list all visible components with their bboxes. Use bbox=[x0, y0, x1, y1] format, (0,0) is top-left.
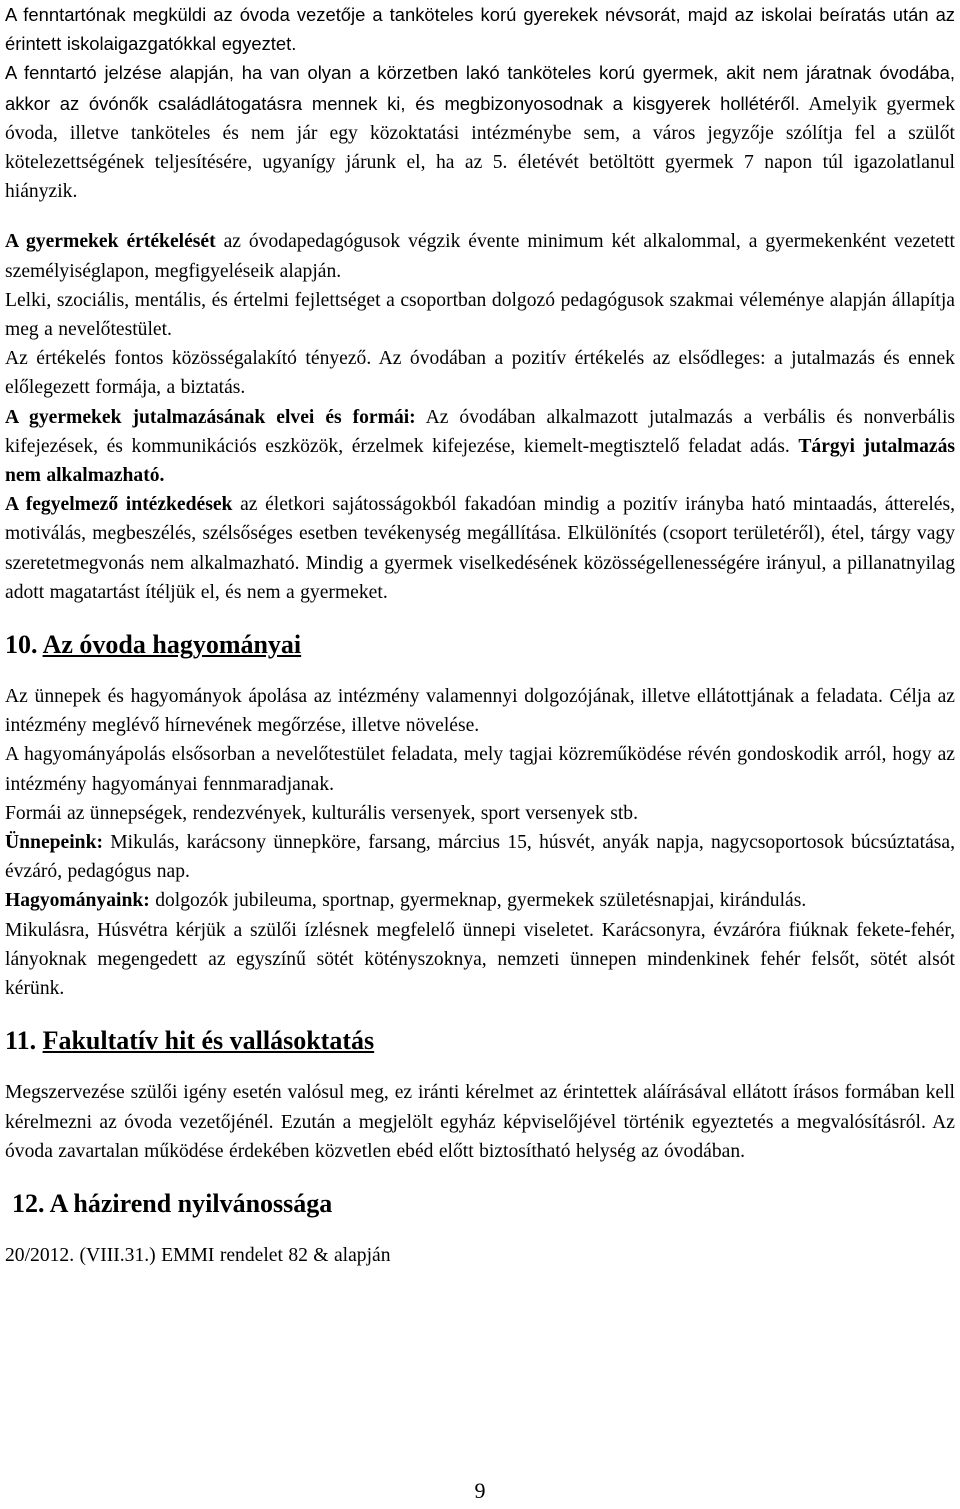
page-number: 9 bbox=[474, 1478, 486, 1503]
spacer bbox=[5, 1003, 955, 1024]
spacer bbox=[5, 206, 955, 227]
spacer bbox=[5, 1166, 955, 1187]
religion-paragraph: Megszervezése szülői igény esetén valósul meg, ez iránti kérelmet az érintettek aláírásával ellátott írásos formában kell kérelmezni az óvoda vezetőjénél. Ezután a megjelölt egyház képviselőjével történik egyeztetés a megvalósításról. Az óvoda zavartalan működése érdekében közvetlen ebéd előtt biztosítható helység az óvodában. bbox=[5, 1082, 955, 1162]
traditions-paragraph bbox=[5, 886, 955, 915]
forms-paragraph: Formái az ünnepségek, rendezvények, kulturális versenyek, sport versenyek stb. bbox=[5, 802, 638, 824]
development-paragraph: Lelki, szociális, mentális, és értelmi fejlettséget a csoportban dolgozó pedagógusok szakmai véleménye alapján állapítja meg a nevelőtestület. bbox=[5, 289, 955, 341]
intro-paragraph-2-text: A fenntartó jelzése alapján, ha van olyan a körzetben lakó tanköteles korú gyermek, akit nem járatnak óvodába, akkor az óvónők családlátogatásra mennek ki, és megbizonyosodnak a kisgyerek hollétéről. bbox=[5, 62, 955, 114]
dress-code-paragraph: Mikulásra, Húsvétra kérjük a szülői ízlésnek megfelelő ünnepi viseletet. Karácsonyra, évzáróra fiúknak fekete-fehér, lányoknak megengedett az egyszínű sötét kötényszoknya, nemzeti ünnepen mindenkinek fehér felsőt, sötét alsót kérünk. bbox=[5, 919, 955, 1000]
section-12-title: A házirend nyilvánossága bbox=[49, 1188, 333, 1218]
intro-paragraph-1: A fenntartónak megküldi az óvoda vezetője a tanköteles korú gyerekek névsorát, majd az iskolai beíratás után az érintett iskolaigazgatókkal egyeztet. bbox=[5, 4, 955, 55]
holidays-text: Mikulás, karácsony ünnepköre, farsang, március 15, húsvét, anyák napja, nagycsoportosok búcsúztatása, évzáró, pedagógus nap. bbox=[5, 832, 955, 883]
section-10-title: Az óvoda hagyományai bbox=[42, 630, 302, 660]
discipline-paragraph bbox=[5, 490, 955, 607]
intro-paragraph-2 bbox=[5, 58, 955, 206]
section-10-heading bbox=[5, 628, 955, 662]
evaluation-text: az óvodapedagógusok végzik évente minimum két alkalommal, a gyermekenként vezetett személyiséglapon, megfigyeléseik alapján. bbox=[5, 231, 955, 282]
intro-paragraph-2-continued: Amelyik gyermek óvoda, illetve tanköteles és nem jár egy közoktatási intézménybe sem, a város jegyzője szólítja fel a szülőt kötelezettségének teljesítésére, ugyanígy járunk el, ha az 5. életévét betöltött gyermek 7 napon túl igazolatlanul hiányzik. bbox=[5, 93, 956, 203]
tradition-keeping-paragraph: A hagyományápolás elsősorban a nevelőtestület feladata, mely tagjai közreműködése révén gondoskodik arról, hogy az intézmény hagyományai fennmaradjanak. bbox=[5, 744, 955, 795]
evaluation-importance-text: Az értékelés fontos közösségalakító tényező. bbox=[5, 348, 372, 370]
reward-note: Tárgyi jutalmazás nem alkalmazható. bbox=[5, 435, 955, 487]
section-12-heading bbox=[5, 1187, 955, 1221]
reward-paragraph bbox=[5, 403, 955, 491]
evaluation-paragraph bbox=[5, 227, 955, 285]
evaluation-importance-paragraph bbox=[5, 344, 955, 402]
spacer bbox=[5, 1058, 955, 1078]
holidays-label: Ünnepeink: bbox=[5, 832, 103, 854]
section-11-heading bbox=[5, 1024, 955, 1058]
section-10-number: 10. bbox=[5, 630, 38, 660]
discipline-heading: A fegyelmező intézkedések bbox=[5, 494, 233, 516]
positive-evaluation-text: Az óvodában a pozitív értékelés az elsődleges: a jutalmazás és ennek előlegezett formája, a biztatás. bbox=[5, 348, 955, 399]
section-12-number: 12. bbox=[12, 1188, 45, 1218]
regulation-reference: 20/2012. (VIII.31.) EMMI rendelet 82 & alapján bbox=[5, 1244, 391, 1266]
spacer bbox=[5, 607, 955, 628]
section-11-number: 11. bbox=[5, 1026, 37, 1056]
document-page bbox=[5, 0, 955, 1270]
spacer bbox=[5, 662, 955, 682]
traditions-text: dolgozók jubileuma, sportnap, gyermeknap, gyermekek születésnapjai, kirándulás. bbox=[149, 890, 807, 912]
section-11-title: Fakultatív hit és vallásoktatás bbox=[42, 1026, 375, 1056]
reward-heading: A gyermekek jutalmazásának elvei és formái: bbox=[5, 406, 416, 428]
evaluation-lead: A gyermekek értékelését bbox=[5, 231, 216, 253]
holidays-paragraph bbox=[5, 828, 955, 886]
spacer bbox=[5, 1221, 955, 1241]
traditions-label: Hagyományaink: bbox=[5, 890, 150, 912]
reward-text: Az óvodában alkalmazott jutalmazás a verbális és nonverbális kifejezések, és kommunikációs eszközök, érzelmek kifejezése, kiemelt-megtisztelő feladat adás. bbox=[5, 406, 956, 457]
discipline-text: az életkori sajátosságokból fakadóan mindig a pozitív irányba ható mintaadás, átterelés, motiválás, megbeszélés, szélsőséges esetben tevékenység megállítása. Elkülönítés (csoport területéről), étel, tárgy vagy szeretetmegvonás nem alkalmazható. Mindig a gyermek viselkedésének közösségellenességére irányul, a pillanatnyilag adott magatartást ítéljük el, és nem a gyermeket. bbox=[5, 494, 956, 603]
traditions-intro-paragraph: Az ünnepek és hagyományok ápolása az intézmény valamennyi dolgozójának, illetve ellátottjának a feladata. Célja az intézmény meglévő hírnevének megőrzése, illetve növelése. bbox=[5, 686, 955, 737]
